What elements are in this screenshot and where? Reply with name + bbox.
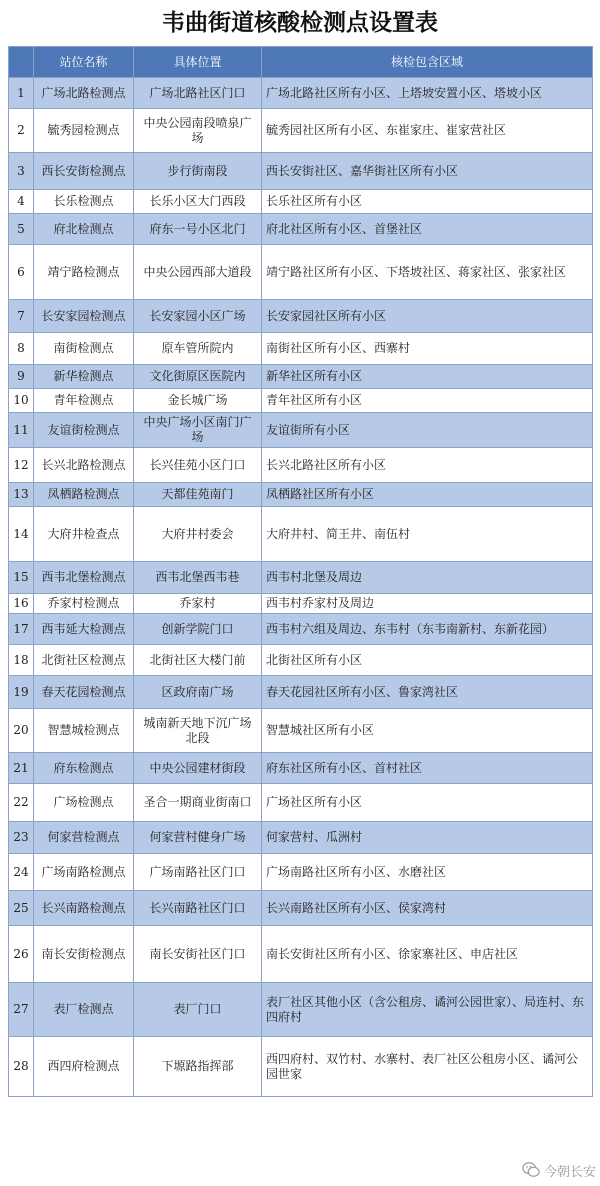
location-cell: 大府井村委会 (134, 507, 262, 562)
location-cell: 南长安街社区门口 (134, 926, 262, 983)
table-row (9, 1037, 593, 1097)
site-name-cell: 凤栖路检测点 (34, 483, 134, 507)
table-row (9, 614, 593, 645)
page-title: 韦曲街道核酸检测点设置表 (162, 10, 438, 36)
location-cell: 西韦北堡西韦巷 (134, 562, 262, 594)
row-number: 1 (9, 78, 34, 109)
table-row (9, 594, 593, 614)
row-number: 26 (9, 926, 34, 983)
watermark-text: 今朝长安 (543, 1164, 596, 1180)
site-name-cell: 毓秀园检测点 (34, 109, 134, 153)
watermark (522, 1160, 596, 1180)
table-row (9, 709, 593, 753)
table-row (9, 926, 593, 983)
table-row (9, 784, 593, 822)
header-index (9, 47, 34, 78)
coverage-area-cell: 南长安街社区所有小区、徐家寨社区、申店社区 (262, 926, 593, 983)
row-number: 4 (9, 190, 34, 214)
site-name-cell: 北街社区检测点 (34, 645, 134, 676)
site-name-cell: 表厂检测点 (34, 983, 134, 1037)
coverage-area-cell: 长兴南路社区所有小区、侯家湾村 (262, 891, 593, 926)
row-number: 11 (9, 413, 34, 448)
site-name-cell: 长安家园检测点 (34, 300, 134, 333)
row-number: 12 (9, 448, 34, 483)
coverage-area-cell: 西长安街社区、嘉华街社区所有小区 (262, 153, 593, 190)
table-row (9, 891, 593, 926)
site-name-cell: 府北检测点 (34, 214, 134, 245)
location-cell: 中央广场小区南门广场 (134, 413, 262, 448)
location-cell: 中央公园西部大道段 (134, 245, 262, 300)
coverage-area-cell: 靖宁路社区所有小区、下塔坡社区、蒋家社区、张家社区 (262, 245, 593, 300)
table-row (9, 333, 593, 365)
coverage-area-cell: 毓秀园社区所有小区、东崔家庄、崔家营社区 (262, 109, 593, 153)
location-cell: 创新学院门口 (134, 614, 262, 645)
table-row (9, 822, 593, 854)
site-name-cell: 青年检测点 (34, 389, 134, 413)
coverage-area-cell: 西韦村北堡及周边 (262, 562, 593, 594)
site-name-cell: 广场南路检测点 (34, 854, 134, 891)
location-cell: 府东一号小区北门 (134, 214, 262, 245)
wechat-icon (522, 1161, 540, 1179)
row-number: 24 (9, 854, 34, 891)
table-row (9, 190, 593, 214)
coverage-area-cell: 西韦村六组及周边、东韦村（东韦南新村、东新花园） (262, 614, 593, 645)
table-row (9, 413, 593, 448)
row-number: 17 (9, 614, 34, 645)
row-number: 19 (9, 676, 34, 709)
site-name-cell: 长乐检测点 (34, 190, 134, 214)
table-row (9, 448, 593, 483)
location-cell: 区政府南广场 (134, 676, 262, 709)
table-row (9, 153, 593, 190)
coverage-area-cell: 长安家园社区所有小区 (262, 300, 593, 333)
site-name-cell: 府东检测点 (34, 753, 134, 784)
table-row (9, 854, 593, 891)
location-cell: 广场南路社区门口 (134, 854, 262, 891)
table-row (9, 753, 593, 784)
row-number: 8 (9, 333, 34, 365)
location-cell: 圣合一期商业街南口 (134, 784, 262, 822)
location-cell: 乔家村 (134, 594, 262, 614)
location-cell: 长乐小区大门西段 (134, 190, 262, 214)
coverage-area-cell: 府东社区所有小区、首村社区 (262, 753, 593, 784)
site-name-cell: 广场检测点 (34, 784, 134, 822)
location-cell: 中央公园南段喷泉广场 (134, 109, 262, 153)
coverage-area-cell: 北街社区所有小区 (262, 645, 593, 676)
location-cell: 城南新天地下沉广场北段 (134, 709, 262, 753)
coverage-area-cell: 智慧城社区所有小区 (262, 709, 593, 753)
test-site-table (8, 46, 593, 1097)
location-cell: 长兴佳苑小区门口 (134, 448, 262, 483)
site-name-cell: 西韦延大检测点 (34, 614, 134, 645)
row-number: 15 (9, 562, 34, 594)
table-row (9, 78, 593, 109)
location-cell: 北街社区大楼门前 (134, 645, 262, 676)
coverage-area-cell: 春天花园社区所有小区、鲁家湾社区 (262, 676, 593, 709)
row-number: 22 (9, 784, 34, 822)
row-number: 23 (9, 822, 34, 854)
site-name-cell: 南街检测点 (34, 333, 134, 365)
coverage-area-cell: 表厂社区其他小区（含公租房、谲河公园世家）、局连村、东四府村 (262, 983, 593, 1037)
row-number: 3 (9, 153, 34, 190)
table-row (9, 245, 593, 300)
location-cell: 原车管所院内 (134, 333, 262, 365)
site-name-cell: 智慧城检测点 (34, 709, 134, 753)
site-name-cell: 春天花园检测点 (34, 676, 134, 709)
coverage-area-cell: 凤栖路社区所有小区 (262, 483, 593, 507)
coverage-area-cell: 新华社区所有小区 (262, 365, 593, 389)
table-row (9, 214, 593, 245)
coverage-area-cell: 西四府村、双竹村、水寨村、表厂社区公租房小区、谲河公园世家 (262, 1037, 593, 1097)
location-cell: 天都佳苑南门 (134, 483, 262, 507)
site-name-cell: 大府井检查点 (34, 507, 134, 562)
location-cell: 金长城广场 (134, 389, 262, 413)
table-row (9, 483, 593, 507)
row-number: 16 (9, 594, 34, 614)
location-cell: 文化街原区医院内 (134, 365, 262, 389)
location-cell: 步行街南段 (134, 153, 262, 190)
row-number: 20 (9, 709, 34, 753)
table-row (9, 676, 593, 709)
site-name-cell: 靖宁路检测点 (34, 245, 134, 300)
coverage-area-cell: 西韦村乔家村及周边 (262, 594, 593, 614)
location-cell: 广场北路社区门口 (134, 78, 262, 109)
table-body (9, 78, 593, 1097)
site-name-cell: 西韦北堡检测点 (34, 562, 134, 594)
table-row (9, 645, 593, 676)
row-number: 21 (9, 753, 34, 784)
site-name-cell: 长兴北路检测点 (34, 448, 134, 483)
coverage-area-cell: 长乐社区所有小区 (262, 190, 593, 214)
coverage-area-cell: 府北社区所有小区、首堡社区 (262, 214, 593, 245)
header-site-name: 站位名称 (34, 47, 134, 78)
row-number: 25 (9, 891, 34, 926)
coverage-area-cell: 南街社区所有小区、西寨村 (262, 333, 593, 365)
site-name-cell: 南长安街检测点 (34, 926, 134, 983)
table-row (9, 300, 593, 333)
header-location: 具体位置 (134, 47, 262, 78)
coverage-area-cell: 大府井村、简王井、南伍村 (262, 507, 593, 562)
table-row (9, 365, 593, 389)
row-number: 18 (9, 645, 34, 676)
location-cell: 下塬路指挥部 (134, 1037, 262, 1097)
row-number: 7 (9, 300, 34, 333)
row-number: 9 (9, 365, 34, 389)
table-row (9, 562, 593, 594)
row-number: 5 (9, 214, 34, 245)
site-name-cell: 长兴南路检测点 (34, 891, 134, 926)
location-cell: 中央公园建材街段 (134, 753, 262, 784)
location-cell: 何家营村健身广场 (134, 822, 262, 854)
coverage-area-cell: 长兴北路社区所有小区 (262, 448, 593, 483)
coverage-area-cell: 广场社区所有小区 (262, 784, 593, 822)
coverage-area-cell: 广场南路社区所有小区、水磨社区 (262, 854, 593, 891)
row-number: 27 (9, 983, 34, 1037)
coverage-area-cell: 何家营村、瓜洲村 (262, 822, 593, 854)
location-cell: 长安家园小区广场 (134, 300, 262, 333)
row-number: 6 (9, 245, 34, 300)
row-number: 2 (9, 109, 34, 153)
site-name-cell: 广场北路检测点 (34, 78, 134, 109)
table-row (9, 507, 593, 562)
table-header-row (9, 47, 593, 78)
coverage-area-cell: 广场北路社区所有小区、上塔坡安置小区、塔坡小区 (262, 78, 593, 109)
table-row (9, 389, 593, 413)
table-row (9, 983, 593, 1037)
site-name-cell: 西四府检测点 (34, 1037, 134, 1097)
row-number: 10 (9, 389, 34, 413)
location-cell: 表厂门口 (134, 983, 262, 1037)
row-number: 13 (9, 483, 34, 507)
table-row (9, 109, 593, 153)
site-name-cell: 新华检测点 (34, 365, 134, 389)
row-number: 14 (9, 507, 34, 562)
coverage-area-cell: 友谊街所有小区 (262, 413, 593, 448)
site-name-cell: 何家营检测点 (34, 822, 134, 854)
site-name-cell: 乔家村检测点 (34, 594, 134, 614)
row-number: 28 (9, 1037, 34, 1097)
coverage-area-cell: 青年社区所有小区 (262, 389, 593, 413)
header-coverage-area: 核检包含区域 (262, 47, 593, 78)
site-name-cell: 西长安街检测点 (34, 153, 134, 190)
location-cell: 长兴南路社区门口 (134, 891, 262, 926)
site-name-cell: 友谊街检测点 (34, 413, 134, 448)
